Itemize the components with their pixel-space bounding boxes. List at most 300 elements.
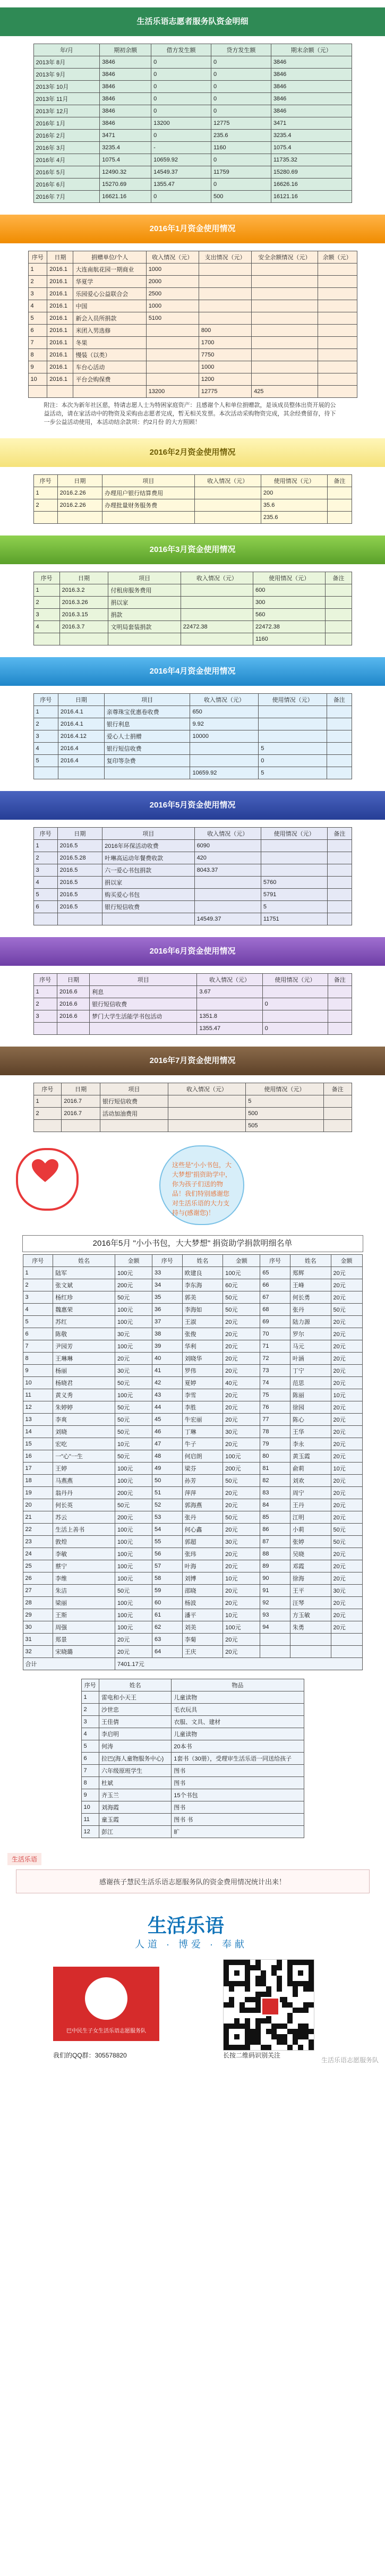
table-cell: 5 bbox=[81, 1740, 99, 1753]
table-cell: 文明局套装捐款 bbox=[108, 621, 181, 633]
table-cell: 20元 bbox=[331, 1499, 362, 1511]
table-cell: 2 bbox=[33, 998, 57, 1010]
table-cell bbox=[47, 386, 73, 398]
table-cell bbox=[252, 373, 318, 386]
qr-module bbox=[266, 2029, 271, 2034]
table-cell: 张丹 bbox=[290, 1304, 331, 1316]
table-cell: 15280.69 bbox=[271, 166, 352, 178]
table-cell bbox=[318, 288, 357, 300]
column-header: 捐赠单位/个人 bbox=[73, 251, 146, 263]
table-cell bbox=[28, 386, 47, 398]
table-cell bbox=[318, 337, 357, 349]
table-cell: 20元 bbox=[223, 1316, 260, 1328]
table-cell bbox=[146, 349, 199, 361]
table-cell: 82 bbox=[260, 1475, 290, 1487]
table-cell bbox=[58, 767, 104, 779]
table-cell: 20元 bbox=[331, 1450, 362, 1463]
table-cell: 0 bbox=[211, 69, 271, 81]
table-row bbox=[28, 325, 357, 337]
table-cell: 10 bbox=[28, 373, 47, 386]
table-cell: 5 bbox=[33, 889, 57, 901]
table-row bbox=[23, 1438, 362, 1450]
qr-module bbox=[309, 2029, 314, 2034]
table-cell: 2016.1 bbox=[47, 349, 73, 361]
table-cell: 2 bbox=[23, 1279, 53, 1291]
qr-module bbox=[277, 2039, 282, 2045]
table-cell: 邵晓 bbox=[182, 1585, 223, 1597]
qr-module bbox=[266, 2018, 271, 2024]
table-cell bbox=[33, 913, 57, 925]
table-cell bbox=[261, 864, 327, 877]
table-cell bbox=[318, 386, 357, 398]
table-cell: 0 bbox=[211, 154, 271, 166]
jun-banner: 2016年6月资金使用情况 bbox=[0, 937, 385, 966]
table-cell: 0 bbox=[151, 56, 211, 69]
table-cell: 2016.2.26 bbox=[57, 487, 102, 499]
table-row bbox=[33, 743, 352, 755]
column-header: 借方发生额 bbox=[151, 44, 211, 56]
table-row bbox=[33, 487, 352, 499]
table-cell: 30 bbox=[23, 1621, 53, 1634]
table-cell: 20元 bbox=[223, 1597, 260, 1609]
table-header-row bbox=[33, 475, 352, 487]
table-cell: 9 bbox=[81, 1789, 99, 1801]
qr-module bbox=[298, 2029, 303, 2034]
table-cell: 3846 bbox=[271, 69, 352, 81]
table-cell: 叶涵 bbox=[290, 1353, 331, 1365]
table-row bbox=[33, 767, 352, 779]
table-cell: 宏吃 bbox=[53, 1438, 115, 1450]
table-row bbox=[33, 1095, 352, 1108]
table-cell: 12775 bbox=[199, 386, 251, 398]
column-header: 物品 bbox=[172, 1679, 304, 1691]
table-cell: 朱洁 bbox=[53, 1585, 115, 1597]
may-banner: 2016年5月资金使用情况 bbox=[0, 791, 385, 820]
table-cell: 20元 bbox=[223, 1548, 260, 1560]
table-cell: 2016.4 bbox=[58, 743, 104, 755]
table-cell: 0 bbox=[259, 755, 327, 767]
table-cell: 10659.92 bbox=[151, 154, 211, 166]
table-cell bbox=[199, 312, 251, 325]
table-cell: 420 bbox=[194, 852, 261, 864]
table-cell bbox=[59, 633, 108, 645]
table-cell: 20元 bbox=[331, 1560, 362, 1572]
table-cell: 88 bbox=[260, 1548, 290, 1560]
feb-banner: 2016年2月资金使用情况 bbox=[0, 438, 385, 467]
table-cell: 何长勇 bbox=[290, 1291, 331, 1304]
table-cell: 50元 bbox=[115, 1401, 152, 1414]
table-row bbox=[33, 117, 352, 130]
table-cell bbox=[318, 361, 357, 373]
table-cell: 20元 bbox=[223, 1389, 260, 1401]
qr-module bbox=[250, 2039, 255, 2045]
table-cell: 20元 bbox=[115, 1353, 152, 1365]
table-cell: 13 bbox=[23, 1414, 53, 1426]
table-cell bbox=[33, 1023, 57, 1035]
table-cell: 7 bbox=[28, 337, 47, 349]
table-cell bbox=[326, 621, 352, 633]
qr-module bbox=[271, 2034, 277, 2039]
column-header: 收入情况（元） bbox=[190, 694, 259, 706]
table-cell: 办理用户银行结算费用 bbox=[102, 487, 194, 499]
qr-module bbox=[271, 2024, 277, 2029]
qr-module bbox=[303, 2029, 309, 2034]
table-cell: 43 bbox=[152, 1389, 182, 1401]
table-cell: 4 bbox=[33, 743, 58, 755]
table-row bbox=[33, 998, 352, 1010]
table-row bbox=[28, 373, 357, 386]
qq-group-caption: 我们的QQ群：305578820 bbox=[53, 2052, 127, 2059]
table-cell: 大连南航花园一期商业 bbox=[73, 263, 146, 276]
table-cell: 3846 bbox=[100, 81, 151, 93]
qr-module bbox=[224, 2034, 229, 2039]
table-cell: 50元 bbox=[115, 1414, 152, 1426]
table-cell: 38 bbox=[152, 1328, 182, 1340]
table-cell bbox=[328, 852, 352, 864]
table-cell: 100元 bbox=[115, 1316, 152, 1328]
table-row bbox=[23, 1365, 362, 1377]
table-cell: 图书 书 bbox=[172, 1814, 304, 1826]
qr-module bbox=[282, 2034, 287, 2039]
table-cell: 吴晓 bbox=[290, 1548, 331, 1560]
table-cell: 65 bbox=[260, 1267, 290, 1279]
table-cell: 3846 bbox=[100, 93, 151, 105]
table-row bbox=[33, 621, 352, 633]
table-cell bbox=[290, 1646, 331, 1658]
table-cell: 1 bbox=[28, 263, 47, 276]
qr-module bbox=[245, 2018, 250, 2024]
qr-module bbox=[229, 1997, 234, 2002]
table-cell: 2016年 4月 bbox=[33, 154, 100, 166]
table-cell: 30元 bbox=[115, 1365, 152, 1377]
table-cell: 235.6 bbox=[261, 512, 327, 524]
table-cell: 66 bbox=[260, 1279, 290, 1291]
table-row bbox=[23, 1279, 362, 1291]
table-cell: 100元 bbox=[115, 1621, 152, 1634]
table-row bbox=[33, 755, 352, 767]
column-header: 期初余额 bbox=[100, 44, 151, 56]
qr-module bbox=[255, 2039, 261, 2045]
table-row bbox=[81, 1716, 304, 1728]
table-cell: 48 bbox=[152, 1450, 182, 1463]
table-cell bbox=[194, 499, 261, 512]
table-cell: 5 bbox=[28, 312, 47, 325]
qr-module bbox=[245, 1997, 250, 2002]
table-cell: 杨晓君 bbox=[53, 1377, 115, 1389]
table-cell: 2016年 1月 bbox=[33, 117, 100, 130]
table-cell: 100元 bbox=[115, 1536, 152, 1548]
column-header: 项目 bbox=[90, 974, 197, 986]
table-row bbox=[23, 1548, 362, 1560]
qr-code-icon[interactable] bbox=[223, 1959, 314, 2051]
table-row bbox=[81, 1753, 304, 1765]
table-cell: 22472.38 bbox=[253, 621, 326, 633]
table-cell: 11 bbox=[81, 1814, 99, 1826]
table-cell: 捐款 bbox=[108, 609, 181, 621]
qr-module bbox=[245, 2045, 250, 2050]
table-header-row bbox=[33, 44, 352, 56]
table-row bbox=[81, 1691, 304, 1704]
table-cell: 73 bbox=[260, 1365, 290, 1377]
qr-module bbox=[245, 1965, 250, 1970]
table-cell: 12490.32 bbox=[100, 166, 151, 178]
table-row bbox=[81, 1814, 304, 1826]
qr-module bbox=[287, 1965, 293, 1970]
table-cell: 9.92 bbox=[190, 718, 259, 730]
table-cell: 潘平 bbox=[182, 1609, 223, 1621]
table-cell: 50元 bbox=[223, 1291, 260, 1304]
table-cell: 4 bbox=[23, 1304, 53, 1316]
qr-module bbox=[245, 1970, 250, 1976]
table-row bbox=[28, 349, 357, 361]
table-cell: 新会入员所捐款 bbox=[73, 312, 146, 325]
qr-module bbox=[239, 2008, 245, 2013]
table-cell: 0 bbox=[151, 130, 211, 142]
table-cell: 2013年 8月 bbox=[33, 56, 100, 69]
table-cell: - bbox=[151, 142, 211, 154]
column-header: 序号 bbox=[23, 1255, 53, 1267]
table-cell: 20元 bbox=[331, 1340, 362, 1353]
table-cell: 1000 bbox=[146, 300, 199, 312]
table-cell: 陆军 bbox=[53, 1267, 115, 1279]
table-cell: 2 bbox=[81, 1704, 99, 1716]
table-cell: 3846 bbox=[271, 105, 352, 117]
table-cell: 1 bbox=[81, 1691, 99, 1704]
table-cell: 2016.5.28 bbox=[57, 852, 102, 864]
qr-module bbox=[224, 1981, 229, 1986]
table-cell: 周强 bbox=[53, 1621, 115, 1634]
table-cell: 20元 bbox=[331, 1414, 362, 1426]
table-cell: 3846 bbox=[271, 56, 352, 69]
table-cell bbox=[33, 767, 58, 779]
qr-module bbox=[309, 1970, 314, 1976]
column-header: 日期 bbox=[62, 1083, 100, 1095]
table-cell: 26 bbox=[23, 1572, 53, 1585]
table-cell: 爱心人士捐赠 bbox=[104, 730, 190, 743]
qr-module bbox=[261, 1981, 266, 1986]
qr-module bbox=[287, 2029, 293, 2034]
summary-banner: 生活乐语志愿者服务队资金明细 bbox=[0, 7, 385, 36]
table-cell: 30元 bbox=[223, 1426, 260, 1438]
table-cell bbox=[323, 1120, 352, 1132]
table-cell: 2 bbox=[33, 852, 57, 864]
table-cell: 15 bbox=[23, 1438, 53, 1450]
column-header: 项目 bbox=[104, 694, 190, 706]
qr-module bbox=[234, 2045, 239, 2050]
table-cell: 54 bbox=[152, 1524, 182, 1536]
table-cell: 80 bbox=[260, 1450, 290, 1463]
table-cell: 王庆 bbox=[182, 1646, 223, 1658]
table-cell: 3846 bbox=[271, 81, 352, 93]
table-cell: 50元 bbox=[331, 1524, 362, 1536]
table-cell: 李菊 bbox=[182, 1634, 223, 1646]
table-cell: 黄玉霞 bbox=[290, 1450, 331, 1463]
footer-logo-ring bbox=[85, 1977, 127, 2020]
table-cell: 72 bbox=[260, 1353, 290, 1365]
table-cell: 18 bbox=[23, 1475, 53, 1487]
table-cell: 3471 bbox=[271, 117, 352, 130]
table-cell: 陈敬 bbox=[53, 1328, 115, 1340]
table-cell: 13200 bbox=[151, 117, 211, 130]
qr-module bbox=[277, 1965, 282, 1970]
table-row bbox=[33, 840, 352, 852]
table-cell: 86 bbox=[260, 1524, 290, 1536]
column-header: 使用情况（元） bbox=[246, 1083, 323, 1095]
table-cell: 米团入男选修 bbox=[73, 325, 146, 337]
table-cell: 2016.7 bbox=[62, 1095, 100, 1108]
qr-module bbox=[309, 2039, 314, 2045]
table-row bbox=[33, 105, 352, 117]
table-row bbox=[33, 81, 352, 93]
qr-module bbox=[245, 2008, 250, 2013]
table-row bbox=[33, 69, 352, 81]
table-cell: 51 bbox=[152, 1487, 182, 1499]
table-cell: 2016.3.2 bbox=[59, 584, 108, 597]
qr-module bbox=[229, 2024, 234, 2029]
table-cell: 11751 bbox=[261, 913, 327, 925]
table-cell: 12 bbox=[81, 1826, 99, 1838]
table-cell: 30元 bbox=[115, 1328, 152, 1340]
column-header: 支出情况（元） bbox=[199, 251, 251, 263]
table-cell: 王佳倩 bbox=[99, 1716, 171, 1728]
column-header: 收入情况（元） bbox=[168, 1083, 245, 1095]
table-cell bbox=[252, 312, 318, 325]
table-cell: 8 bbox=[23, 1353, 53, 1365]
table-row bbox=[28, 288, 357, 300]
qr-module bbox=[261, 2045, 266, 2050]
qr-module bbox=[303, 1960, 309, 1965]
table-cell: 黄义秀 bbox=[53, 1389, 115, 1401]
table-cell: 2016.7 bbox=[62, 1108, 100, 1120]
table-cell: 平台会购保费 bbox=[73, 373, 146, 386]
table-cell: 59 bbox=[152, 1585, 182, 1597]
table-cell: 57 bbox=[152, 1560, 182, 1572]
table-cell: 衣服、文具、建材 bbox=[172, 1716, 304, 1728]
table-row bbox=[81, 1801, 304, 1814]
table-cell: 梁芬 bbox=[182, 1463, 223, 1475]
table-cell bbox=[326, 633, 352, 645]
table-cell bbox=[197, 998, 262, 1010]
table-cell: 亲尊珠宝优惠卷收费 bbox=[104, 706, 190, 718]
qr-module bbox=[293, 2008, 298, 2013]
column-header: 序号 bbox=[33, 828, 57, 840]
table-cell: 27 bbox=[23, 1585, 53, 1597]
table-cell: 14549.37 bbox=[194, 913, 261, 925]
table-cell bbox=[259, 718, 327, 730]
table-cell: 42 bbox=[152, 1377, 182, 1389]
table-cell: 0 bbox=[211, 56, 271, 69]
table-cell: 张丹 bbox=[182, 1511, 223, 1524]
table-cell bbox=[318, 325, 357, 337]
table-cell: 敦煌 bbox=[53, 1536, 115, 1548]
table-cell: 慢装（以类） bbox=[73, 349, 146, 361]
qr-module bbox=[293, 2029, 298, 2034]
table-row bbox=[28, 337, 357, 349]
qr-module bbox=[261, 2018, 266, 2024]
table-cell bbox=[194, 877, 261, 889]
table-cell: 宋晓璐 bbox=[53, 1646, 115, 1658]
table-cell bbox=[252, 361, 318, 373]
table-row bbox=[81, 1728, 304, 1740]
table-cell: 儿童读物 bbox=[172, 1691, 304, 1704]
table-cell: 1355.47 bbox=[197, 1023, 262, 1035]
table-cell: 3 bbox=[33, 864, 57, 877]
table-cell: 李敏 bbox=[53, 1548, 115, 1560]
column-header: 日期 bbox=[57, 475, 102, 487]
column-header: 余额（元） bbox=[318, 251, 357, 263]
qr-module bbox=[298, 1981, 303, 1986]
table-cell: 50元 bbox=[115, 1377, 152, 1389]
qr-module bbox=[287, 1976, 293, 1981]
mar-table bbox=[33, 572, 352, 645]
table-cell: 10659.92 bbox=[190, 767, 259, 779]
qr-module bbox=[266, 2045, 271, 2050]
speech-bubble: 这些是“小小书包，大大梦想”捐资助学中，你为孩子们送的物品！我们特别感谢您对生活乐语的大力支持与(感谢您)！ bbox=[159, 1145, 244, 1225]
table-row bbox=[33, 864, 352, 877]
table-cell: 苏红 bbox=[53, 1316, 115, 1328]
table-cell: 2016.3.7 bbox=[59, 621, 108, 633]
jan-table bbox=[28, 251, 357, 398]
table-row bbox=[23, 1389, 362, 1401]
table-cell: 华利 bbox=[182, 1340, 223, 1353]
table-header-row bbox=[33, 572, 352, 584]
qr-module bbox=[224, 1960, 229, 1965]
table-cell: 中国 bbox=[73, 300, 146, 312]
table-cell bbox=[326, 609, 352, 621]
table-cell: 20元 bbox=[223, 1585, 260, 1597]
table-row bbox=[33, 718, 352, 730]
table-row bbox=[23, 1414, 362, 1426]
table-cell bbox=[328, 913, 352, 925]
table-cell: 17 bbox=[23, 1463, 53, 1475]
table-row bbox=[28, 300, 357, 312]
table-cell: 5 bbox=[33, 755, 58, 767]
table-cell: 2 bbox=[33, 1108, 62, 1120]
table-cell: 华夏学 bbox=[73, 276, 146, 288]
table-cell: 杜斌 bbox=[99, 1777, 171, 1789]
table-cell: 杨丽 bbox=[53, 1365, 115, 1377]
table-cell bbox=[199, 263, 251, 276]
table-cell bbox=[328, 864, 352, 877]
table-cell: 100元 bbox=[223, 1267, 260, 1279]
table-cell: 100元 bbox=[223, 1621, 260, 1634]
table-cell: 20 bbox=[23, 1499, 53, 1511]
table-cell: 0 bbox=[211, 81, 271, 93]
table-cell: 王峰 bbox=[290, 1279, 331, 1291]
qr-module bbox=[293, 2034, 298, 2039]
table-cell: 74 bbox=[260, 1377, 290, 1389]
table-row bbox=[23, 1475, 362, 1487]
table-cell: 刘晓 bbox=[53, 1426, 115, 1438]
table-cell: 2016年 6月 bbox=[33, 178, 100, 191]
table-cell: 3471 bbox=[100, 130, 151, 142]
table-cell: 陆力源 bbox=[290, 1316, 331, 1328]
table-cell: 200元 bbox=[115, 1279, 152, 1291]
table-row bbox=[23, 1450, 362, 1463]
table-cell: 69 bbox=[260, 1316, 290, 1328]
qr-module bbox=[287, 1981, 293, 1986]
table-cell bbox=[33, 1120, 62, 1132]
table-cell: 2013年 9月 bbox=[33, 69, 100, 81]
qr-module bbox=[255, 1997, 261, 2002]
table-cell: 生活上善书 bbox=[53, 1524, 115, 1536]
table-cell: 20元 bbox=[331, 1365, 362, 1377]
table-cell: 62 bbox=[152, 1621, 182, 1634]
column-header: 姓名 bbox=[290, 1255, 331, 1267]
table-cell: 10元 bbox=[331, 1389, 362, 1401]
table-cell: 尹园芳 bbox=[53, 1340, 115, 1353]
qr-module bbox=[282, 2002, 287, 2008]
